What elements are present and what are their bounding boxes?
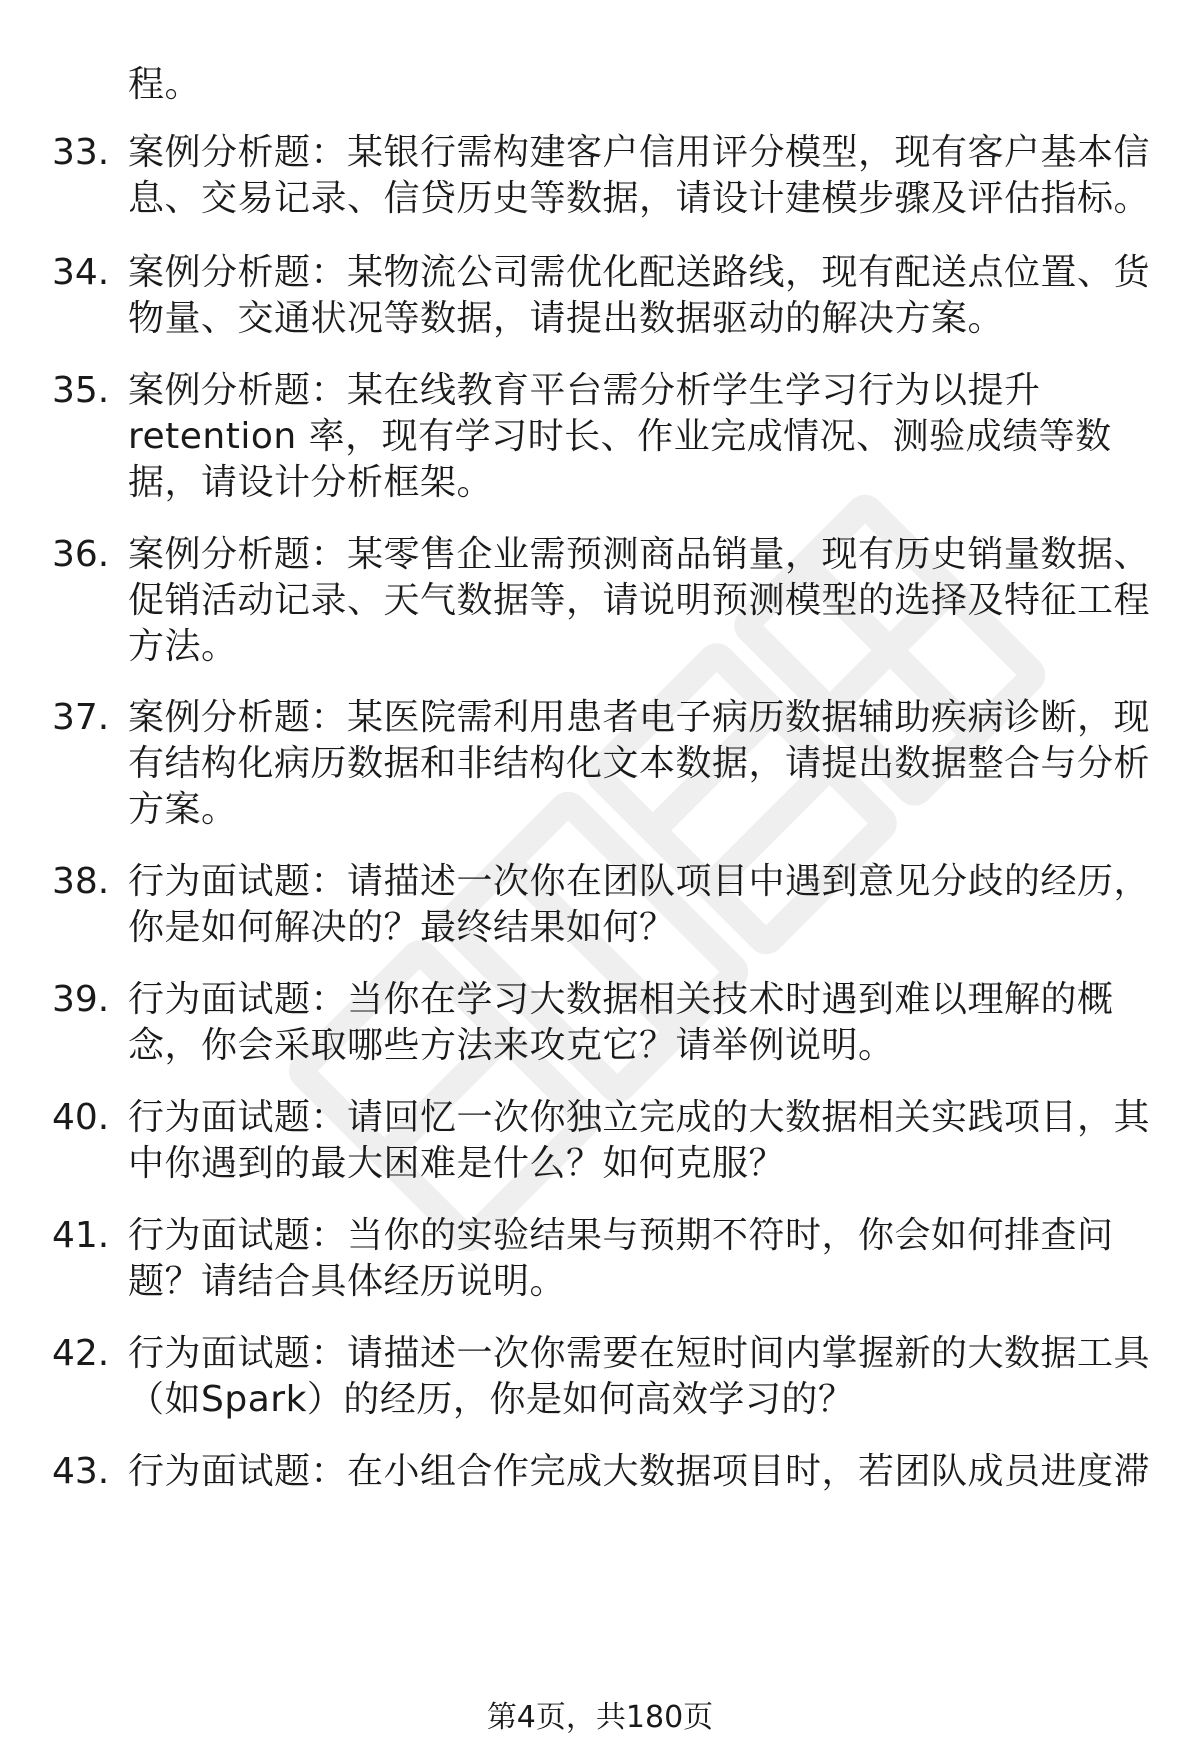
question-text-line: 有结构化病历数据和非结构化文本数据，请提出数据整合与分析	[128, 743, 1151, 784]
question-number: 41.	[52, 1215, 110, 1256]
question-text-line: 案例分析题：某在线教育平台需分析学生学习行为以提升	[128, 370, 1041, 411]
question-text-line: 行为面试题：当你的实验结果与预期不符时，你会如何排查问	[128, 1215, 1114, 1256]
question-number: 37.	[52, 697, 110, 738]
question-number: 35.	[52, 370, 110, 411]
question-text-line: 行为面试题：当你在学习大数据相关技术时遇到难以理解的概	[128, 979, 1114, 1020]
question-text-line: （如Spark）的经历，你是如何高效学习的？	[128, 1379, 855, 1420]
question-text-line: 息、交易记录、信贷历史等数据，请设计建模步骤及评估指标。	[128, 178, 1151, 219]
question-text-line: 方法。	[128, 626, 238, 667]
question-text-line: 行为面试题：在小组合作完成大数据项目时，若团队成员进度滞	[128, 1451, 1151, 1492]
question-text-line: 案例分析题：某医院需利用患者电子病历数据辅助疾病诊断，现	[128, 697, 1151, 738]
question-text-line: 题？请结合具体经历说明。	[128, 1261, 567, 1302]
question-number: 34.	[52, 252, 110, 293]
question-text-line: 案例分析题：某银行需构建客户信用评分模型，现有客户基本信	[128, 132, 1151, 173]
question-text-line: 案例分析题：某物流公司需优化配送路线，现有配送点位置、货	[128, 252, 1151, 293]
continuation-text: 程。	[128, 64, 202, 105]
question-text-line: 行为面试题：请描述一次你在团队项目中遇到意见分歧的经历，	[128, 861, 1151, 902]
question-number: 36.	[52, 534, 110, 575]
question-text-line: 行为面试题：请描述一次你需要在短时间内掌握新的大数据工具	[128, 1333, 1151, 1374]
question-text-line: 据，请设计分析框架。	[128, 462, 494, 503]
page-footer: 第4页，共180页	[486, 1700, 714, 1735]
question-text-line: 你是如何解决的？最终结果如何？	[128, 907, 676, 948]
question-number: 39.	[52, 979, 110, 1020]
question-text-line: 案例分析题：某零售企业需预测商品销量，现有历史销量数据、	[128, 534, 1151, 575]
question-text-line: 方案。	[128, 789, 238, 830]
question-text-line: retention 率，现有学习时长、作业完成情况、测验成绩等数	[128, 416, 1112, 457]
question-text-line: 行为面试题：请回忆一次你独立完成的大数据相关实践项目，其	[128, 1097, 1151, 1138]
question-number: 40.	[52, 1097, 110, 1138]
question-text-line: 念，你会采取哪些方法来攻克它？请举例说明。	[128, 1025, 895, 1066]
question-number: 43.	[52, 1451, 110, 1492]
question-text-line: 中你遇到的最大困难是什么？如何克服？	[128, 1143, 786, 1184]
question-number: 38.	[52, 861, 110, 902]
question-text-line: 促销活动记录、天气数据等，请说明预测模型的选择及特征工程	[128, 580, 1151, 621]
question-number: 33.	[52, 132, 110, 173]
question-number: 42.	[52, 1333, 110, 1374]
question-text-line: 物量、交通状况等数据，请提出数据驱动的解决方案。	[128, 298, 1005, 339]
